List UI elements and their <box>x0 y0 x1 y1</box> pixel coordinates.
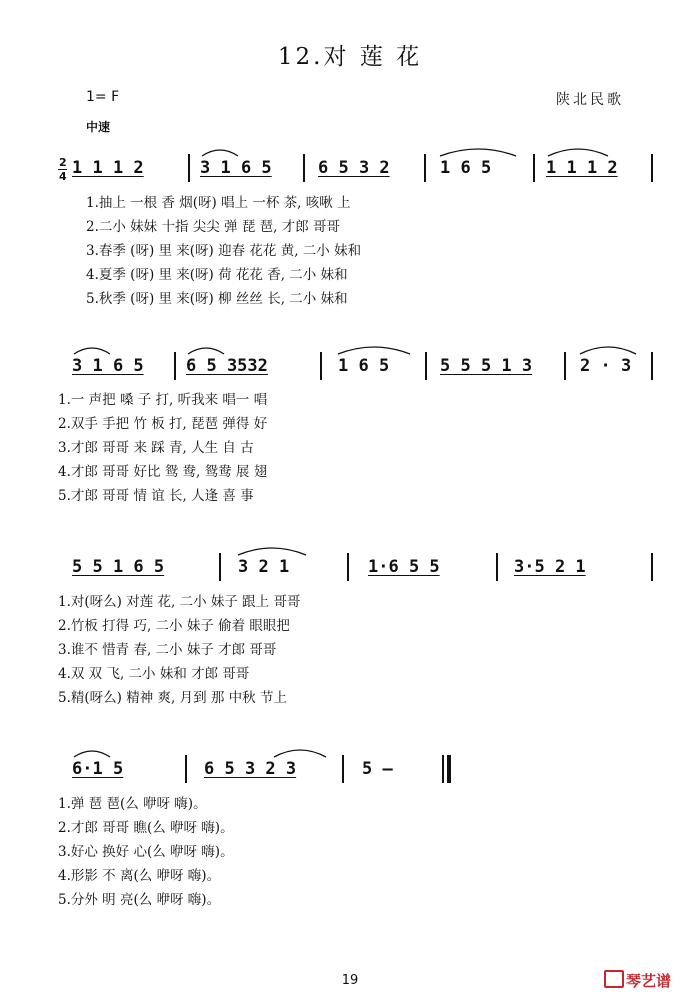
slur-mark <box>200 146 240 158</box>
slur-mark <box>272 747 328 759</box>
lyric-line: 1.抽上 一根 香 烟(呀) 唱上 一杯 茶, 咳啾 上 <box>86 195 351 211</box>
slur-mark <box>72 344 112 356</box>
barline <box>651 154 653 182</box>
lyric-line: 4.夏季 (呀) 里 来(呀) 荷 花花 香, 二小 妹和 <box>86 267 348 283</box>
measure: 5 5 1 6 5 <box>72 557 165 577</box>
site-logo[interactable] <box>604 970 671 991</box>
logo-text: 琴艺谱 <box>626 972 672 990</box>
measure: 1 1 1 2 <box>546 158 618 178</box>
measure: 6 5 3532 <box>186 356 268 376</box>
measure: 6·1 5 <box>72 759 124 779</box>
lyric-line: 3.春季 (呀) 里 来(呀) 迎春 花花 黄, 二小 妹和 <box>86 243 362 259</box>
measure: 5 5 5 1 3 <box>440 356 533 376</box>
lyric-line: 3.才郎 哥哥 来 踩 青, 人生 自 古 <box>58 440 254 456</box>
time-signature-bottom: 4 <box>59 170 67 183</box>
measure: 5 – <box>362 759 393 779</box>
barline <box>320 352 322 380</box>
slur-mark <box>236 545 308 557</box>
lyric-line: 1.弹 琶 琶(么 咿呀 嗨)。 <box>58 796 207 812</box>
barline <box>185 755 187 783</box>
slur-mark <box>546 146 610 158</box>
barline <box>174 352 176 380</box>
lyric-line: 2.竹板 打得 巧, 二小 妹子 偷着 眼眼把 <box>58 618 290 634</box>
slur-mark <box>336 344 412 356</box>
logo-icon <box>604 970 624 988</box>
page-number: 19 <box>341 973 359 988</box>
measure: 3·5 2 1 <box>514 557 586 577</box>
lyric-line: 5.精(呀么) 精神 爽, 月到 那 中秋 节上 <box>58 690 287 706</box>
time-signature-top: 2 <box>59 156 67 169</box>
lyric-line: 1.对(呀么) 对莲 花, 二小 妹子 跟上 哥哥 <box>58 594 301 610</box>
slur-mark <box>186 344 226 356</box>
lyric-line: 4.才郎 哥哥 好比 鸳 鸯, 鸳鸯 展 翅 <box>58 464 268 480</box>
measure: 2 · 3 <box>580 356 632 376</box>
barline <box>424 154 426 182</box>
lyric-line: 4.双 双 飞, 二小 妹和 才郎 哥哥 <box>58 666 250 682</box>
slur-mark <box>578 344 638 356</box>
slur-mark <box>438 146 518 158</box>
measure: 6 5 3 2 <box>318 158 390 178</box>
barline <box>651 352 653 380</box>
measure: 1·6 5 5 <box>368 557 440 577</box>
barline <box>219 553 221 581</box>
tempo-marking: 中速 <box>86 120 111 134</box>
lyric-line: 2.二小 妹妹 十指 尖尖 弹 琵 琶, 才郎 哥哥 <box>86 219 341 235</box>
lyric-line: 2.双手 手把 竹 板 打, 琵琶 弹得 好 <box>58 416 268 432</box>
barline <box>188 154 190 182</box>
measure: 1 6 5 <box>440 158 492 178</box>
lyric-line: 3.谁不 惜青 春, 二小 妹子 才郎 哥哥 <box>58 642 277 658</box>
lyric-line: 4.形影 不 离(么 咿呀 嗨)。 <box>58 868 221 884</box>
slur-mark <box>72 747 112 759</box>
page-title: 12.对 莲 花 <box>277 44 423 70</box>
song-origin: 陕北民歌 <box>556 92 624 108</box>
key-signature: 1= F <box>86 89 120 105</box>
barline <box>347 553 349 581</box>
final-barline-thick <box>447 755 451 783</box>
barline <box>303 154 305 182</box>
barline <box>425 352 427 380</box>
barline <box>651 553 653 581</box>
measure: 6 5 3 2 3 <box>204 759 297 779</box>
barline <box>533 154 535 182</box>
lyric-line: 2.才郎 哥哥 瞧(么 咿呀 嗨)。 <box>58 820 234 836</box>
measure: 3 2 1 <box>238 557 290 577</box>
lyric-line: 1.一 声把 嗓 子 打, 听我来 唱一 唱 <box>58 392 268 408</box>
lyric-line: 5.分外 明 亮(么 咿呀 嗨)。 <box>58 892 221 908</box>
barline <box>496 553 498 581</box>
lyric-line: 5.秋季 (呀) 里 来(呀) 柳 丝丝 长, 二小 妹和 <box>86 291 348 307</box>
lyric-line: 5.才郎 哥哥 情 谊 长, 人逢 喜 事 <box>58 488 254 504</box>
measure: 3 1 6 5 <box>72 356 144 376</box>
measure: 3 1 6 5 <box>200 158 272 178</box>
final-barline-thin <box>442 755 444 783</box>
barline <box>342 755 344 783</box>
measure: 1 6 5 <box>338 356 390 376</box>
measure: 1 1 1 2 <box>72 158 144 178</box>
lyric-line: 3.好心 换好 心(么 咿呀 嗨)。 <box>58 844 234 860</box>
barline <box>564 352 566 380</box>
